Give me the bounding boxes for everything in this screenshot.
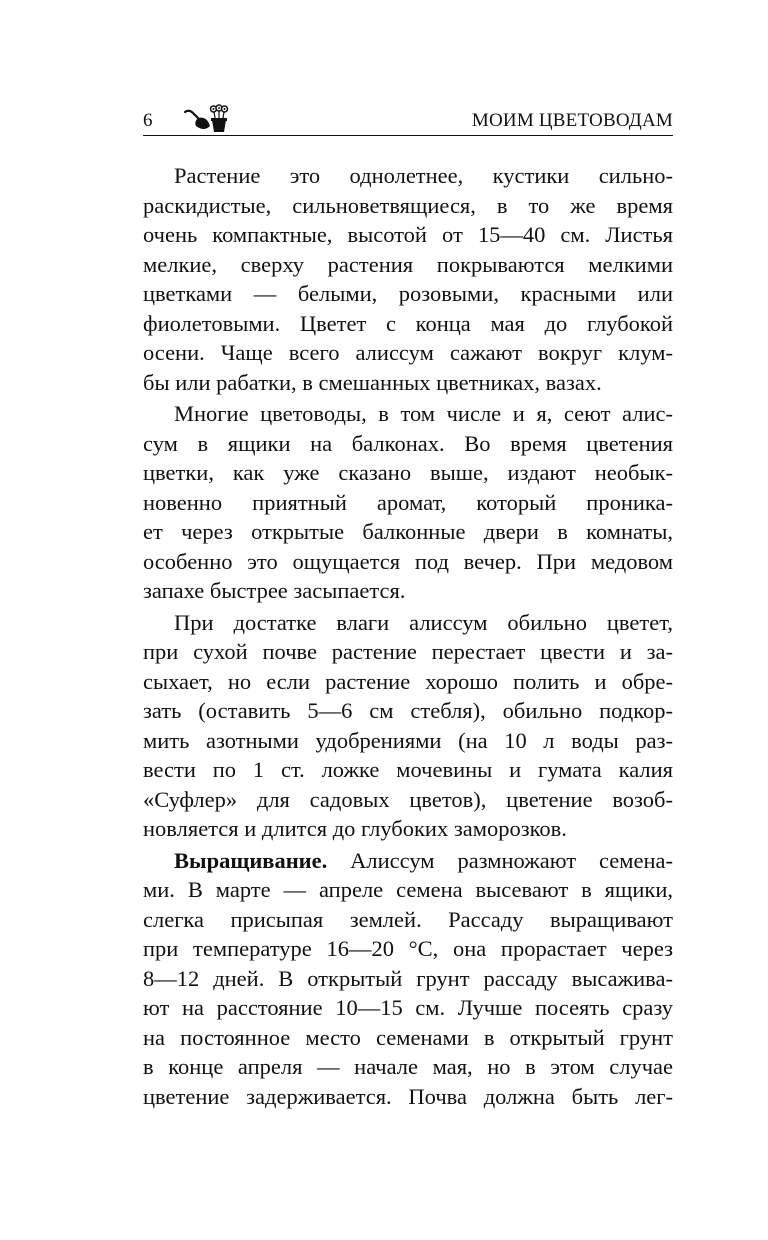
paragraph-4 — [143, 846, 673, 1112]
section-heading: Выращивание. — [174, 847, 328, 873]
text-line: очень компактные, высотой от 15—40 см. Листья — [143, 222, 673, 247]
text-line: «Суфлер» для садовых цветов), цветение возоб- — [143, 786, 673, 812]
text-line: при температуре 16—20 °С, она прорастает через — [143, 936, 673, 961]
text-line: особенно это ощущается под вечер. При медовом — [143, 548, 673, 574]
text-line: раскидистые, сильноветвящиеся, в то же время — [143, 192, 673, 218]
text-line: Растение это однолетнее, кустики сильно- — [174, 163, 673, 188]
text-line: 8—12 дней. В открытый грунт рассаду высажива- — [143, 965, 673, 991]
text-line: ют на расстояние 10—15 см. Лучше посеять сразу — [143, 995, 673, 1020]
paragraph-2 — [143, 399, 673, 606]
page-number: 6 — [143, 110, 153, 131]
text-line: слегка присыпая землей. Рассаду выращивают — [143, 906, 673, 932]
text-line: цветение задерживается. Почва должна быть лег- — [143, 1083, 673, 1109]
text-line: мить азотными удобрениями (на 10 л воды раз- — [143, 727, 673, 753]
text-line: сум в ящики на балконах. Во время цветения — [143, 430, 673, 456]
text-line: При достатке влаги алиссум обильно цветет, — [174, 609, 673, 635]
text-line — [143, 846, 673, 876]
page-header — [143, 104, 673, 138]
text-line: Многие цветоводы, в том числе и я, сеют алис- — [174, 401, 673, 426]
text-line: вести по 1 ст. ложке мочевины и гумата калия — [143, 757, 673, 782]
text-line: запахе быстрее засыпается. — [143, 578, 406, 603]
text-line: цветками — белыми, розовыми, красными или — [143, 281, 673, 306]
text-line: на постоянное место семенами в открытый грунт — [143, 1024, 673, 1050]
flower-pot-trowel-icon — [183, 104, 231, 136]
paragraph-3 — [143, 608, 673, 844]
text-line: зать (оставить 5—6 см стебля), обильно подкор- — [143, 698, 673, 723]
body-text — [143, 161, 673, 1113]
header-rule — [143, 135, 673, 136]
text-line: новляется и длится до глубоких заморозков. — [143, 816, 567, 841]
text-line: сыхает, но если растение хорошо полить и обре- — [143, 668, 673, 694]
text-line: при сухой почве растение перестает цвести и за- — [143, 639, 673, 664]
text-line: новенно приятный аромат, который проника- — [143, 489, 673, 515]
text-line: осени. Чаще всего алиссум сажают вокруг клум- — [143, 340, 673, 365]
text-line: в конце апреля — начале мая, но в этом случае — [143, 1054, 673, 1079]
text-line: цветки, как уже сказано выше, издают необык- — [143, 460, 673, 485]
text-line: бы или рабатки, в смешанных цветниках, вазах. — [143, 369, 602, 395]
paragraph-1 — [143, 161, 673, 397]
text-line: ми. В марте — апреле семена высевают в ящики, — [143, 877, 673, 902]
text-line: фиолетовыми. Цветет с конца мая до глубокой — [143, 310, 673, 336]
text-line: ет через открытые балконные двери в комнаты, — [143, 519, 673, 544]
text-line: мелкие, сверху растения покрываются мелкими — [143, 251, 673, 277]
text-line-rest: Алиссум размножают семена- — [327, 847, 673, 873]
running-title: МОИМ ЦВЕТОВОДАМ — [471, 110, 673, 131]
